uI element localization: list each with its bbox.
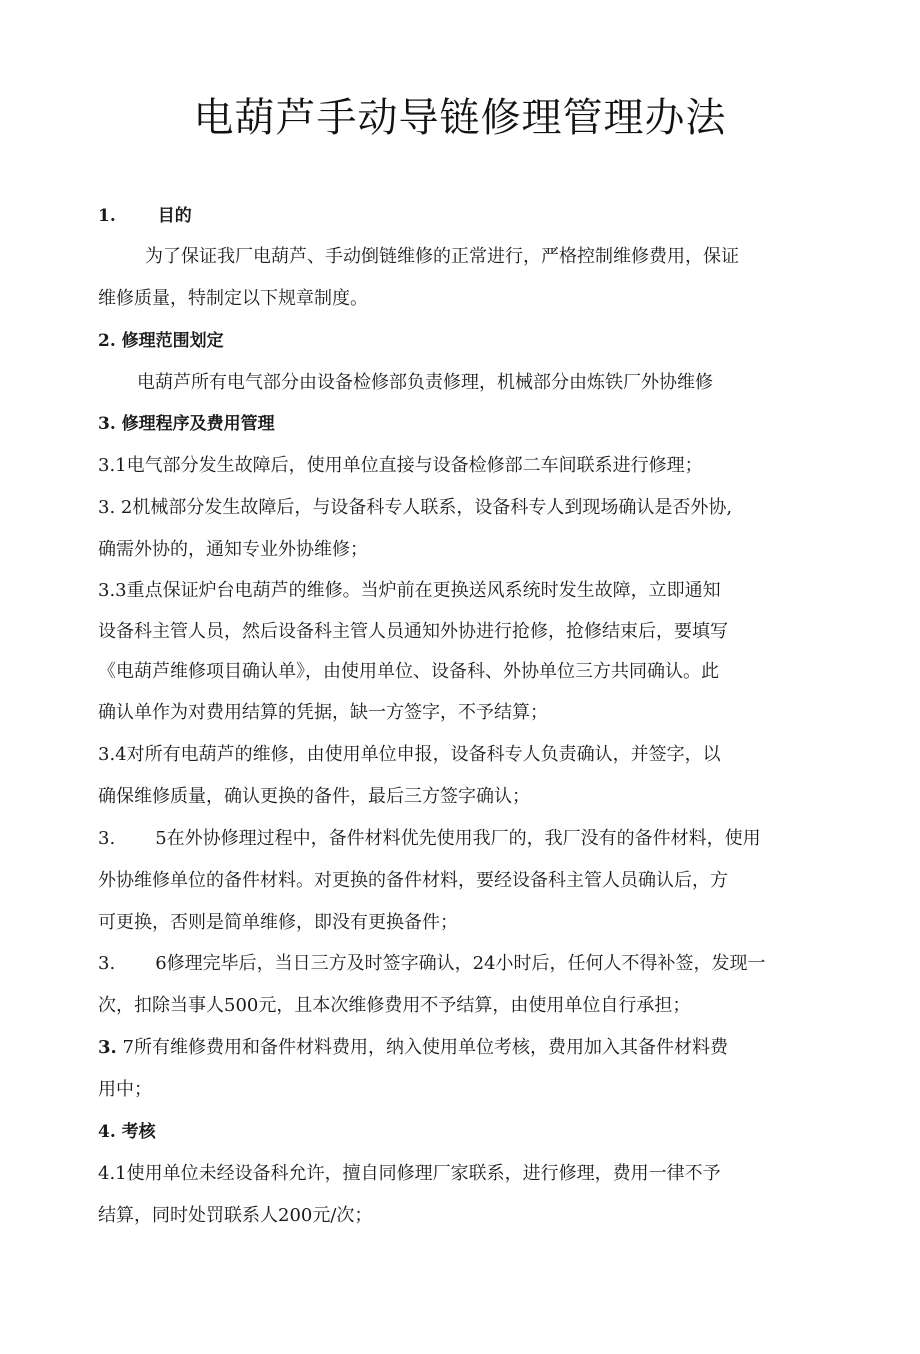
section-4-heading [98, 1119, 156, 1145]
clause-3-3-line: 《电葫芦维修项目确认单》，由使用单位、设备科、外协单位三方共同确认。此 [98, 661, 719, 682]
clause-text: 7所有维修费用和备件材料费用，纳入使用单位考核，费用加入其备件材料费 [116, 1037, 728, 1058]
section-number: 2. [98, 331, 116, 351]
clause-3-2-line: 3. 2机械部分发生故障后，与设备科专人联系，设备科专人到现场确认是否外协, [98, 497, 733, 518]
clause-3-3-line: 3.3重点保证炉台电葫芦的维修。当炉前在更换送风系统时发生故障，立即通知 [98, 580, 721, 601]
clause-4-1-line: 结算，同时处罚联系人200元/次； [98, 1205, 373, 1226]
clause-3-6-line: 次，扣除当事人500元，且本次维修费用不予结算，由使用单位自行承担； [98, 995, 691, 1016]
paragraph-line: 为了保证我厂电葫芦、手动倒链维修的正常进行，严格控制维修费用，保证 [145, 246, 739, 267]
clause-4-1-line: 4.1使用单位未经设备科允许，擅自同修理厂家联系，进行修理，费用一律不予 [98, 1163, 721, 1184]
clause-3-5-line [98, 826, 761, 852]
clause-3-7-line [98, 1035, 728, 1061]
document-title: 电葫芦手动导链修理管理办法 [193, 95, 727, 141]
section-title: 考核 [121, 1122, 156, 1142]
clause-3-3-line: 设备科主管人员，然后设备科主管人员通知外协进行抢修，抢修结束后，要填写 [98, 621, 728, 642]
clause-prefix: 3. [98, 1037, 117, 1058]
clause-3-2-line: 确需外协的，通知专业外协维修； [98, 539, 368, 560]
clause-3-4-line: 确保维修质量，确认更换的备件，最后三方签字确认； [98, 786, 530, 807]
paragraph-line: 电葫芦所有电气部分由设备检修部负责修理，机械部分由炼铁厂外协维修 [137, 372, 713, 393]
section-title: 修理范围划定 [121, 331, 224, 351]
clause-3-5-line: 可更换，否则是简单维修，即没有更换备件； [98, 912, 458, 933]
section-3-heading [98, 411, 275, 437]
clause-prefix: 3. [98, 953, 116, 974]
clause-3-3-line: 确认单作为对费用结算的凭据，缺一方签字，不予结算； [98, 702, 548, 723]
section-1-heading [98, 203, 192, 229]
clause-3-6-line [98, 951, 766, 977]
paragraph-line: 维修质量，特制定以下规章制度。 [98, 288, 368, 309]
clause-3-5-line: 外协维修单位的备件材料。对更换的备件材料，要经设备科主管人员确认后，方 [98, 870, 728, 891]
section-title: 目的 [157, 206, 192, 226]
clause-text: 5在外协修理过程中，备件材料优先使用我厂的，我厂没有的备件材料，使用 [155, 828, 761, 849]
section-number: 4. [98, 1122, 116, 1142]
section-title: 修理程序及费用管理 [121, 414, 275, 434]
clause-prefix: 3. [98, 828, 116, 849]
clause-3-1-line: 3.1电气部分发生故障后，使用单位直接与设备检修部二车间联系进行修理； [98, 455, 703, 476]
clause-3-4-line: 3.4对所有电葫芦的维修，由使用单位申报，设备科专人负责确认，并签字，以 [98, 744, 721, 765]
section-number: 3. [98, 414, 116, 434]
section-number: 1. [98, 206, 116, 226]
section-2-heading [98, 328, 224, 354]
clause-text: 6修理完毕后，当日三方及时签字确认，24小时后，任何人不得补签，发现一 [155, 953, 766, 974]
clause-3-7-line: 用中； [98, 1079, 152, 1100]
